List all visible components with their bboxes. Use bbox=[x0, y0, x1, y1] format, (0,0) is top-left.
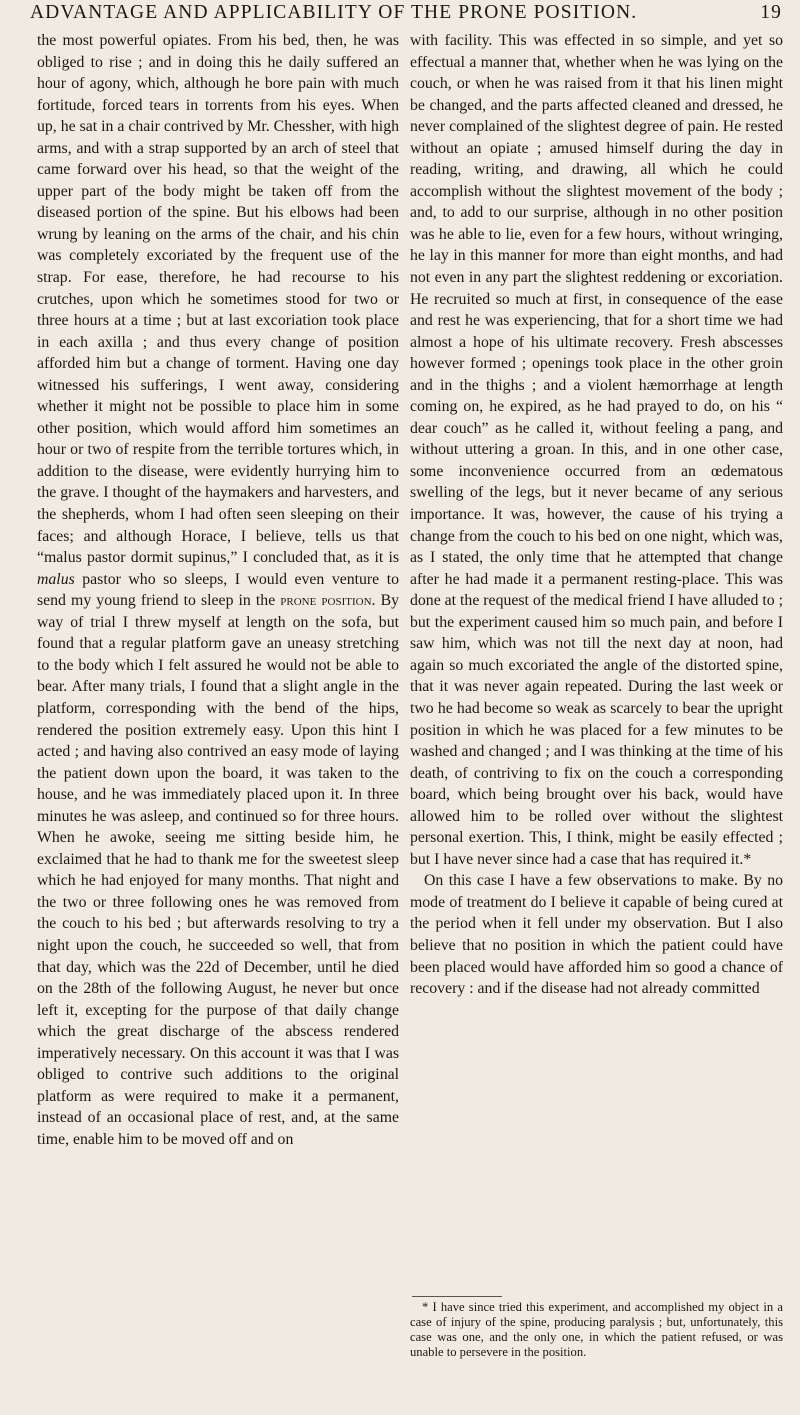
footnote-rule bbox=[412, 1296, 502, 1297]
left-text-b: pastor who so sleeps, I would even venture to send my young friend to sleep in the bbox=[37, 570, 399, 610]
running-header bbox=[30, 2, 782, 26]
left-italic-term: malus bbox=[37, 570, 75, 588]
footnote bbox=[410, 1300, 783, 1360]
left-column bbox=[37, 30, 399, 1150]
left-smallcaps-term: prone position. bbox=[280, 592, 376, 610]
left-paragraph bbox=[37, 30, 399, 1150]
running-title: ADVANTAGE AND APPLICABILITY OF THE PRONE POSITION. bbox=[30, 2, 638, 23]
footnote-text: * I have since tried this experiment, and accomplished my object in a case of injury of the spine, producing paralysis ; but, unfortunately, this case was one, and the only one, in which the patient refused, or was unable to persevere in the position. bbox=[410, 1300, 783, 1359]
left-text-c: By way of trial I threw myself at length on the sofa, but found that a regular platform gave an uneasy stretching to the body which I felt assured he would not be able to bear. After many trials, I found that a slight angle in the platform, corresponding with the bend of the hips, rendered the position extremely easy. Upon this hint I acted ; and having also contrived an easy mode of laying the patient down upon the board, it was taken to the house, and he was immediately placed upon it. In three minutes he was asleep, and continued so for three hours. When he awoke, seeing me sitting beside him, he exclaimed that he had to thank me for the sweetest sleep which he had enjoyed for many months. That night and the two or three following ones he was removed from the couch to his bed ; but afterwards resolving to try a night upon the couch, he succeeded so well, that from that day, which was the 22d of December, until he died on the 28th of the following August, he never but once left it, excepting for the purpose of that daily change which the great discharge of the abscess rendered imperatively necessary. On this account it was that I was obliged to contrive such additions to the original platform as were required to make it a permanent, instead of an occasional place of rest, and, at the same time, enable him to be moved off and on bbox=[37, 592, 399, 1148]
right-column bbox=[410, 30, 783, 1000]
left-text-a: the most powerful opiates. From his bed, then, he was obliged to rise ; and in doing this he daily suffered an hour of agony, which, although he bore pain with much fortitude, forced tears in torrents from his eyes. When up, he sat in a chair contrived by Mr. Chessher, with high arms, and with a strap supported by an arch of steel that came forward over his head, so that the weight of the upper part of the body might be taken off from the diseased portion of the spine. But his elbows had been wrung by leaning on the arms of the chair, and his chin was completely excoriated by the frequent use of the strap. For ease, therefore, he had recourse to his crutches, upon which he sometimes stood for two or three hours at a time ; but at last excoriation took place in each axilla ; and thus every change of position afforded him but a change of torment. Having one day witnessed his sufferings, I went away, considering whether it might not be possible to place him in some other position, which would afford him sometimes an hour or two of respite from the terrible tortures which, in addition to the disease, were evidently hurrying him to the grave. I thought of the haymakers and harvesters, and the shepherds, whom I had often seen sleeping on their faces; and although Horace, I believe, tells us that “malus pastor dormit supinus,” I concluded that, as it is bbox=[37, 32, 399, 567]
right-paragraph-1: with facility. This was effected in so simple, and yet so effectual a manner that, whether when he was lying on the couch, or when he was raised from it that his linen might be changed, and the parts affected cleaned and dressed, he never complained of the slightest degree of pain. He rested without an opiate ; amused himself during the day in reading, writing, and drawing, all which he could accomplish without the slightest movement of the body ; and, to add to our surprise, although in no other position was he able to lie, even for a few hours, without wringing, he lay in this manner for more than eight months, and had not even in any part the slightest reddening or excoriation. He recruited so much at first, in consequence of the ease and rest he was experiencing, that for a short time we had almost a hope of his ultimate recovery. Fresh abscesses however formed ; openings took place in the other groin and in the thighs ; and a violent hæmorrhage at length coming on, he expired, as he had prayed to do, on his “ dear couch” as he called it, without feeling a pang, and without uttering a groan. In this, and in one other case, some inconvenience occurred from an œdematous swelling of the legs, but it never became of any serious importance. It was, however, the cause of his trying a change from the couch to his bed on one night, which was, as I stated, the only time that he attempted that change after he had made it a permanent resting-place. This was done at the request of the medical friend I have alluded to ; but the experiment caused him so much pain, and before I saw him, which was not till the next day at noon, had again so much excoriated the angle of the distorted spine, that it was never again repeated. During the last week or two he had become so weak as scarcely to bear the upright position in which he was placed for a few minutes to be washed and changed ; and I was thinking at the time of his death, of contriving to fix on the couch a corresponding board, which being brought over his back, would have allowed him to be rolled over without the slightest personal exertion. This, I think, might be easily effected ; but I have never since had a case that has required it.* bbox=[410, 32, 783, 868]
page-number: 19 bbox=[760, 2, 782, 23]
right-paragraph-2: On this case I have a few observations to make. By no mode of treatment do I believe it capable of being cured at the period when it fell under my observation. But I also believe that no position in which the patient could have been placed would have afforded him so good a chance of recovery : and if the disease had not already committed bbox=[410, 872, 783, 998]
